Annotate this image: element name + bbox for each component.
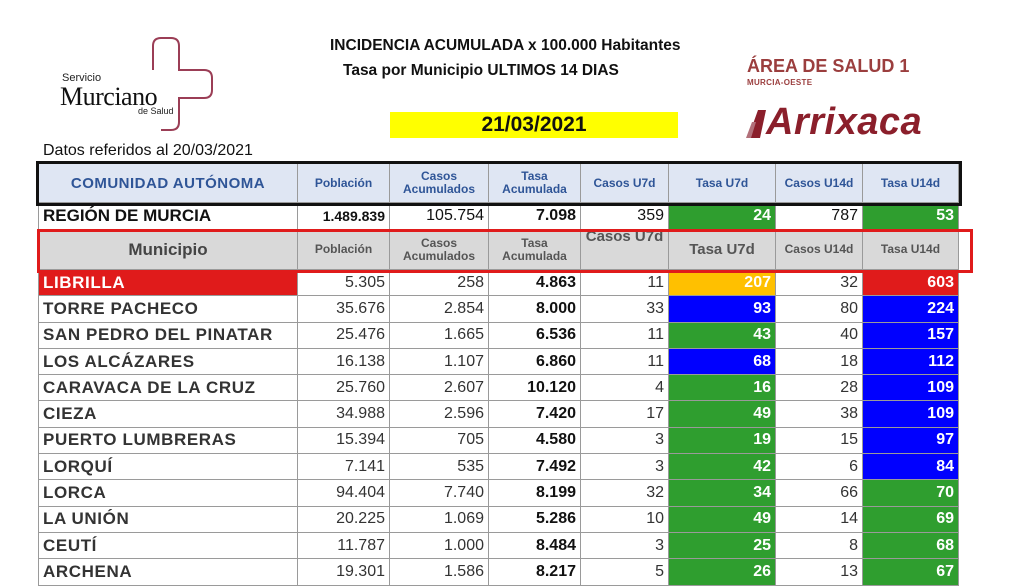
cell-tasa-u7d: 93 — [669, 296, 776, 322]
cell-tasa-u14d: 109 — [863, 375, 959, 401]
cell-tasa-u14d: 97 — [863, 427, 959, 453]
cell-tasa-acum: 7.420 — [489, 401, 581, 427]
report-title: INCIDENCIA ACUMULADA x 100.000 Habitantes — [330, 37, 681, 54]
cell-tasa-u7d: 42 — [669, 454, 776, 480]
table-row — [39, 270, 959, 296]
cell-poblacion: 15.394 — [298, 427, 390, 453]
header-cell: Casos U7d — [581, 230, 669, 270]
cell-poblacion: 7.141 — [298, 454, 390, 480]
cell-casos-u14d: 8 — [776, 532, 863, 558]
cell-tasa-u7d: 43 — [669, 322, 776, 348]
cell-tasa-acum: 7.492 — [489, 454, 581, 480]
header-cell: Municipio — [39, 230, 298, 270]
table-row — [39, 427, 959, 453]
cell-casos-u7d: 3 — [581, 427, 669, 453]
cell-tasa-acum: 8.199 — [489, 480, 581, 506]
header-cell: COMUNIDAD AUTÓNOMA — [39, 164, 298, 203]
region-tasa-u7d: 24 — [669, 203, 776, 230]
header-cell: Población — [298, 164, 390, 203]
cell-poblacion: 11.787 — [298, 532, 390, 558]
cell-tasa-u7d: 49 — [669, 401, 776, 427]
header-cell: Casos U14d — [776, 164, 863, 203]
cell-casos-acum: 2.607 — [390, 375, 489, 401]
cell-casos-u7d: 10 — [581, 506, 669, 532]
cell-name: PUERTO LUMBRERAS — [39, 427, 298, 453]
cell-poblacion: 34.988 — [298, 401, 390, 427]
table-row — [39, 375, 959, 401]
area-title: ÁREA DE SALUD 1 — [747, 56, 910, 76]
region-row — [39, 203, 959, 230]
municipio-rows — [39, 270, 959, 586]
cell-tasa-u14d: 109 — [863, 401, 959, 427]
table-row — [39, 322, 959, 348]
cell-casos-u14d: 15 — [776, 427, 863, 453]
cell-tasa-acum: 6.536 — [489, 322, 581, 348]
cell-tasa-u14d: 69 — [863, 506, 959, 532]
cell-poblacion: 35.676 — [298, 296, 390, 322]
cell-name: TORRE PACHECO — [39, 296, 298, 322]
cell-casos-u7d: 4 — [581, 375, 669, 401]
cell-casos-u14d: 38 — [776, 401, 863, 427]
region-tasa-u14d: 53 — [863, 203, 959, 230]
cell-tasa-u7d: 25 — [669, 532, 776, 558]
cell-casos-u7d: 5 — [581, 559, 669, 585]
cell-tasa-acum: 8.000 — [489, 296, 581, 322]
cell-casos-u7d: 11 — [581, 348, 669, 374]
header-row-community — [39, 164, 959, 203]
cell-tasa-u14d: 157 — [863, 322, 959, 348]
cell-poblacion: 19.301 — [298, 559, 390, 585]
header-cell: Tasa U14d — [863, 164, 959, 203]
cell-poblacion: 25.760 — [298, 375, 390, 401]
cell-casos-acum: 535 — [390, 454, 489, 480]
cell-tasa-u14d: 112 — [863, 348, 959, 374]
cell-casos-acum: 1.069 — [390, 506, 489, 532]
cell-casos-acum: 2.596 — [390, 401, 489, 427]
cell-tasa-u7d: 26 — [669, 559, 776, 585]
cell-poblacion: 94.404 — [298, 480, 390, 506]
cell-casos-u14d: 18 — [776, 348, 863, 374]
cell-casos-u7d: 3 — [581, 454, 669, 480]
cell-casos-u14d: 40 — [776, 322, 863, 348]
cell-tasa-u7d: 19 — [669, 427, 776, 453]
cell-casos-acum: 705 — [390, 427, 489, 453]
cell-casos-u7d: 32 — [581, 480, 669, 506]
cell-casos-u14d: 14 — [776, 506, 863, 532]
cell-casos-acum: 1.000 — [390, 532, 489, 558]
data-reference-date: Datos referidos al 20/03/2021 — [43, 142, 253, 159]
logo-big-text: Murciano — [60, 82, 158, 111]
cell-tasa-u14d: 84 — [863, 454, 959, 480]
report-date: 21/03/2021 — [390, 112, 678, 138]
cell-casos-u14d: 32 — [776, 270, 863, 296]
cell-name: CEUTÍ — [39, 532, 298, 558]
cell-name: ARCHENA — [39, 559, 298, 585]
cell-name: CIEZA — [39, 401, 298, 427]
header-cell: Tasa Acumulada — [489, 230, 581, 270]
cell-tasa-acum: 5.286 — [489, 506, 581, 532]
cell-poblacion: 20.225 — [298, 506, 390, 532]
cell-tasa-u7d: 49 — [669, 506, 776, 532]
table-row — [39, 532, 959, 558]
header-cell: Tasa U14d — [863, 230, 959, 270]
cell-casos-u14d: 13 — [776, 559, 863, 585]
servicio-murciano-logo — [58, 34, 238, 134]
cell-casos-acum: 1.586 — [390, 559, 489, 585]
cell-casos-acum: 1.665 — [390, 322, 489, 348]
cell-name: SAN PEDRO DEL PINATAR — [39, 322, 298, 348]
cell-tasa-acum: 4.863 — [489, 270, 581, 296]
cell-poblacion: 25.476 — [298, 322, 390, 348]
table-row — [39, 348, 959, 374]
logo-small-text-1: Servicio — [62, 72, 102, 84]
cell-tasa-u14d: 224 — [863, 296, 959, 322]
cell-name: LIBRILLA — [39, 270, 298, 296]
region-poblacion: 1.489.839 — [298, 203, 390, 230]
logo-small-text-2: de Salud — [138, 106, 174, 116]
cell-casos-acum: 258 — [390, 270, 489, 296]
header-cell: Casos U14d — [776, 230, 863, 270]
region-tasa-acum: 7.098 — [489, 203, 581, 230]
header-cell: Tasa U7d — [669, 164, 776, 203]
header-cell: Población — [298, 230, 390, 270]
table-row — [39, 454, 959, 480]
cell-name: LORCA — [39, 480, 298, 506]
cell-tasa-u7d: 16 — [669, 375, 776, 401]
cell-tasa-u14d: 603 — [863, 270, 959, 296]
header-cell: Tasa U7d — [669, 230, 776, 270]
table-row — [39, 559, 959, 585]
cell-name: CARAVACA DE LA CRUZ — [39, 375, 298, 401]
region-casos-acum: 105.754 — [390, 203, 489, 230]
cell-casos-u14d: 28 — [776, 375, 863, 401]
cell-casos-u7d: 11 — [581, 270, 669, 296]
cell-tasa-acum: 6.860 — [489, 348, 581, 374]
header-cell: Casos Acumulados — [390, 164, 489, 203]
cell-tasa-acum: 8.484 — [489, 532, 581, 558]
cell-casos-u14d: 66 — [776, 480, 863, 506]
cell-casos-acum: 2.854 — [390, 296, 489, 322]
cell-tasa-u14d: 67 — [863, 559, 959, 585]
cell-tasa-u14d: 68 — [863, 532, 959, 558]
table-row — [39, 506, 959, 532]
cell-name: LOS ALCÁZARES — [39, 348, 298, 374]
table-row — [39, 296, 959, 322]
cell-tasa-u7d: 68 — [669, 348, 776, 374]
incidence-table — [38, 163, 959, 586]
cell-casos-u14d: 80 — [776, 296, 863, 322]
cell-poblacion: 5.305 — [298, 270, 390, 296]
cell-casos-u7d: 17 — [581, 401, 669, 427]
header-cell: Tasa Acumulada — [489, 164, 581, 203]
cell-tasa-acum: 4.580 — [489, 427, 581, 453]
cell-casos-acum: 1.107 — [390, 348, 489, 374]
cell-casos-u7d: 11 — [581, 322, 669, 348]
region-casos-u7d: 359 — [581, 203, 669, 230]
header-cell: Casos U7d — [581, 164, 669, 203]
report-subtitle: Tasa por Municipio ULTIMOS 14 DIAS — [343, 62, 619, 79]
cell-tasa-acum: 10.120 — [489, 375, 581, 401]
header-row-municipio — [39, 230, 959, 270]
table-row — [39, 401, 959, 427]
cell-name: LORQUÍ — [39, 454, 298, 480]
header-cell: Casos Acumulados — [390, 230, 489, 270]
area-subtitle: MURCIA-OESTE — [747, 78, 813, 87]
cell-casos-acum: 7.740 — [390, 480, 489, 506]
region-name: REGIÓN DE MURCIA — [39, 203, 298, 230]
cell-tasa-u7d: 34 — [669, 480, 776, 506]
cell-tasa-acum: 8.217 — [489, 559, 581, 585]
cell-tasa-u14d: 70 — [863, 480, 959, 506]
cell-casos-u7d: 33 — [581, 296, 669, 322]
region-casos-u14d: 787 — [776, 203, 863, 230]
table-row — [39, 480, 959, 506]
cell-casos-u7d: 3 — [581, 532, 669, 558]
cell-poblacion: 16.138 — [298, 348, 390, 374]
cell-casos-u14d: 6 — [776, 454, 863, 480]
arrixaca-logo-icon — [746, 108, 768, 140]
arrixaca-logo-text: Arrixaca — [766, 101, 923, 143]
cell-name: LA UNIÓN — [39, 506, 298, 532]
cell-tasa-u7d: 207 — [669, 270, 776, 296]
